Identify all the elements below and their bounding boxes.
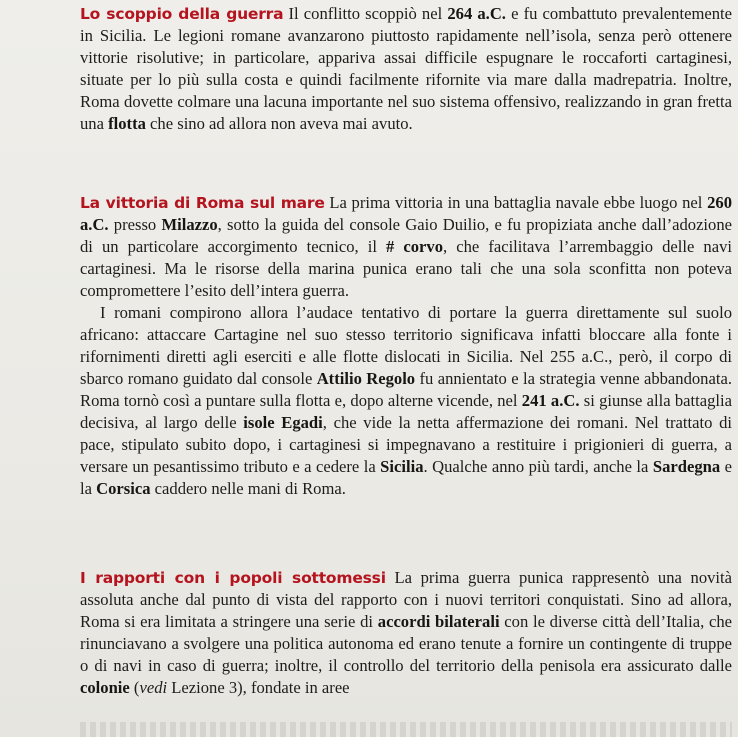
bold-term: Milazzo	[161, 215, 218, 234]
bold-term: Attilio Regolo	[316, 369, 416, 388]
paragraph-outbreak	[80, 3, 732, 135]
bold-term: accordi bilaterali	[377, 612, 500, 631]
bold-term: 241 a.C.	[521, 391, 580, 410]
bold-term: Sardegna	[652, 457, 721, 476]
text-run: La prima guerra punica rappresentò una novità assoluta anche dal punto di vista del rapporto con i nuovi territori conquistati. Sino ad allora, Roma si era limitata a stringere una serie di	[80, 568, 732, 631]
bold-term: 260 a.C.	[80, 193, 732, 234]
section-subject-peoples	[80, 567, 732, 699]
text-run: e fu combattuto prevalentemente in Sicilia. Le legioni romane avanzarono piuttosto rapidamente nell’isola, senza però ottenere vittorie risolutive; in particolare, appariva assai difficile espugnare le roccaforti cartaginesi, situate per lo più sulla costa e quindi facilmente rifornite via mare dalla madrepatria. Inoltre, Roma dovette colmare una lacuna importante nel suo sistema offensivo, realizzando in gran fretta una	[80, 4, 732, 133]
section-heading: La vittoria di Roma sul mare	[80, 194, 325, 212]
text-run: . Qualche anno più tardi, anche la	[423, 457, 653, 476]
text-run: Lezione 3), fondate in aree	[167, 678, 350, 697]
cut-off-text-line	[80, 722, 732, 737]
paragraph-victory	[80, 192, 732, 302]
bold-term: colonie	[80, 678, 130, 697]
italic-term: vedi	[139, 678, 168, 697]
bold-term: # corvo	[386, 237, 444, 256]
text-run: , che vide la netta affermazione dei romani. Nel trattato di pace, stipulato subito dopo, i cartaginesi si impegnavano a restituire i prigionieri di guerra, a versare un pesantissimo tributo e a cedere la	[80, 413, 733, 476]
text-run: presso	[108, 215, 162, 234]
text-run: che sino ad allora non aveva mai avuto.	[145, 114, 413, 133]
text-run: si giunse alla battaglia decisiva, al largo delle	[80, 391, 733, 432]
section-heading: Lo scoppio della guerra	[80, 5, 284, 23]
text-run: I romani compirono allora l’audace tentativo di portare la guerra direttamente sul suolo africano: attaccare Cartagine nel suo stesso territorio significava infatti bloccare alla fonte i rifornimenti diretti agli eserciti e alle flotte dislocati in Sicilia. Nel 255 a.C., però, il corpo di sbarco romano guidato dal console	[80, 303, 732, 388]
bold-term: Sicilia	[380, 457, 424, 476]
section-outbreak-of-war	[80, 3, 732, 135]
text-run: La prima vittoria in una battaglia navale ebbe luogo nel	[324, 193, 708, 212]
bold-term: Corsica	[96, 479, 151, 498]
paragraph-runs	[80, 303, 732, 498]
text-run: , che facilitava l’arrembaggio delle navi cartaginesi. Ma le risorse della marina punica erano tali che una sola sconfitta non poteva compromettere l’esito dell’intera guerra.	[80, 237, 733, 300]
text-run: (	[129, 678, 140, 697]
paragraph-runs	[80, 4, 732, 133]
text-run: caddero nelle mani di Roma.	[150, 479, 346, 498]
paragraph-runs	[80, 568, 732, 697]
text-run: Il conflitto scoppiò nel	[283, 4, 448, 23]
bold-term: 264 a.C.	[447, 4, 506, 23]
section-naval-victory	[80, 192, 732, 500]
text-run: fu annientato e la strategia venne abbandonata. Roma tornò così a puntare sulla flotta e, dopo alterne vicende, nel	[80, 369, 732, 410]
paragraph-subject-peoples	[80, 567, 732, 699]
text-run: con le diverse città dell’Italia, che rinunciavano a svolgere una politica autonoma ed erano tenute a fornire un contingente di truppe o di navi in caso di guerra; inoltre, il controllo del territorio della penisola era assicurato dalle	[80, 612, 732, 675]
section-heading: I rapporti con i popoli sottomessi	[80, 569, 386, 587]
paragraph-african-campaign	[80, 302, 732, 500]
text-run: , sotto la guida del console Gaio Duilio, e fu propiziata anche dall’adozione di un particolare accorgimento tecnico, il	[80, 215, 732, 256]
bold-term: isole Egadi	[243, 413, 323, 432]
text-run: e la	[80, 457, 733, 498]
bold-term: flotta	[108, 114, 146, 133]
